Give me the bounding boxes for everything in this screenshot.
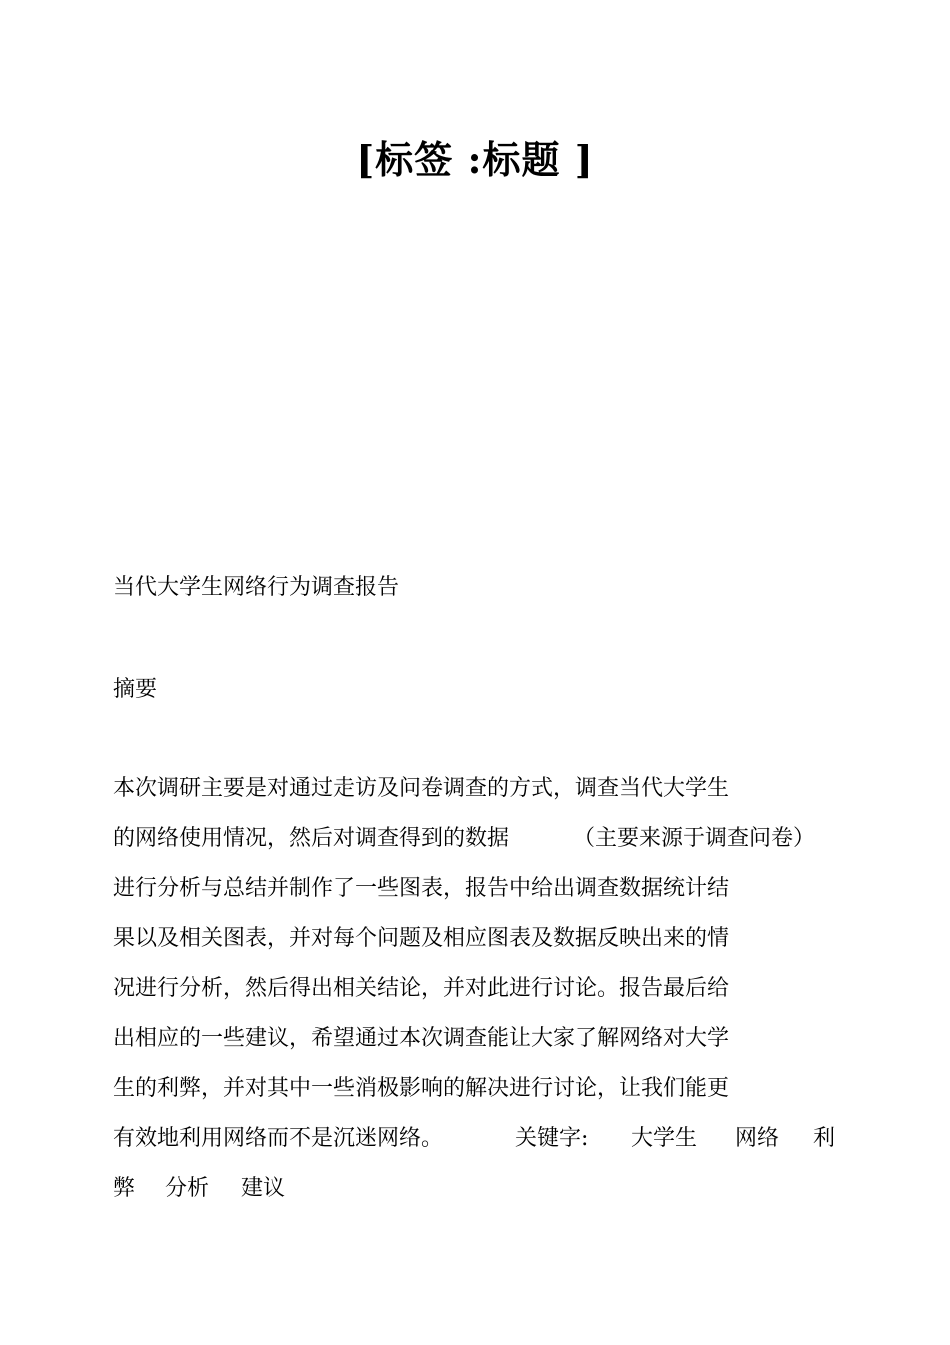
abstract-line <box>113 921 843 971</box>
abstract-body <box>113 771 843 1221</box>
abstract-text: 出相应的一些建议，希望通过本次调查能让大家了解网络对大学 <box>113 1026 730 1051</box>
abstract-text: 生的利弊，并对其中一些消极影响的解决进行讨论，让我们能更 <box>113 1076 730 1101</box>
abstract-heading: 摘要 <box>113 677 158 702</box>
abstract-line <box>113 1171 843 1221</box>
keyword: 大学生 <box>631 1126 698 1151</box>
keywords-label: 关键字: <box>515 1126 589 1151</box>
keyword: 建议 <box>241 1176 286 1201</box>
abstract-text: 况进行分析，然后得出相关结论，并对此进行讨论。报告最后给 <box>113 976 730 1001</box>
abstract-line <box>113 1071 843 1121</box>
abstract-text: 果以及相关图表，并对每个问题及相应图表及数据反映出来的情 <box>113 926 730 951</box>
keyword: 网络 <box>735 1126 780 1151</box>
abstract-line <box>113 971 843 1021</box>
keyword: 利 <box>813 1126 836 1151</box>
report-title: 当代大学生网络行为调查报告 <box>113 575 400 600</box>
abstract-line <box>113 771 843 821</box>
abstract-line <box>113 821 843 871</box>
abstract-line <box>113 871 843 921</box>
abstract-line <box>113 1021 843 1071</box>
abstract-text: 本次调研主要是对通过走访及问卷调查的方式，调查当代大学生 <box>113 776 730 801</box>
page-title: [标签 :标题 ] <box>356 137 594 182</box>
abstract-text: 有效地利用网络而不是沉迷网络。 <box>113 1126 444 1151</box>
abstract-line <box>113 1121 843 1171</box>
abstract-parenthetical: （主要来源于调查问卷） <box>573 826 816 851</box>
abstract-text: 进行分析与总结并制作了一些图表，报告中给出调查数据统计结 <box>113 876 730 901</box>
keyword: 分析 <box>165 1176 210 1201</box>
keyword: 弊 <box>113 1176 136 1201</box>
abstract-text: 的网络使用情况，然后对调查得到的数据 <box>113 826 510 851</box>
